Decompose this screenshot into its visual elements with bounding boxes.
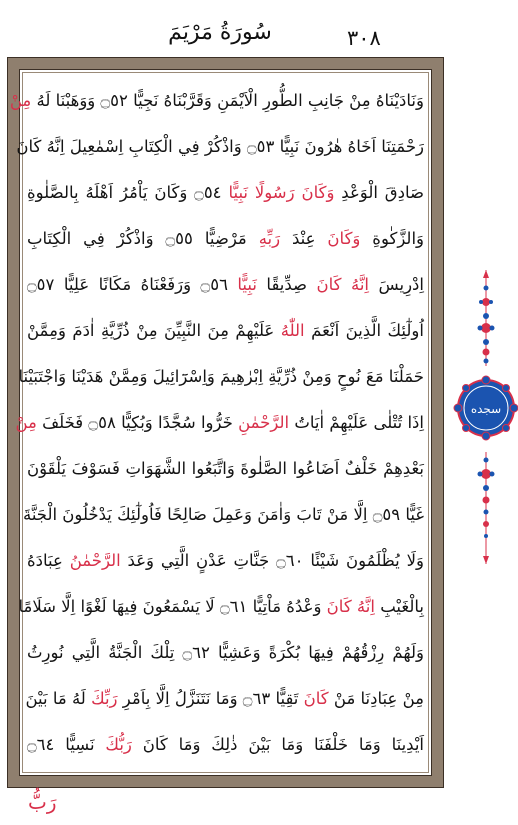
highlighted-word: مِنْ: [9, 91, 32, 110]
verse-line: [18, 584, 424, 630]
verse-text: اِذَا تُتْلٰى عَلَيْهِمْ اٰيَاتُ: [289, 413, 424, 432]
quran-text-block: [9, 78, 425, 768]
verse-text: مِنْ عِبَادِنَا مَنْ: [328, 689, 424, 708]
highlighted-word: الرَّحْمٰنُ: [69, 551, 121, 570]
verse-text: بَعْدِهِمْ خَلْفٌ اَضَاعُوا الصَّلٰوةَ وَاتَّبَعُوا الشَّهَوَاتِ فَسَوْفَ يَلْقَوْنَ: [27, 459, 424, 478]
verse-text: صَادِقَ الْوَعْدِ: [334, 183, 424, 202]
highlighted-word: كَانَ: [303, 689, 329, 708]
sajda-medallion: [456, 268, 516, 568]
surah-title: سُورَةُ مَرْيَمَ: [168, 20, 272, 45]
highlighted-word: اللّٰهُ: [280, 321, 305, 340]
verse-line: [15, 400, 424, 446]
verse-line: [27, 446, 424, 492]
verse-text: وَلَهُمْ رِزْقُهُمْ فِيهَا بُكْرَةً وَعَشِيًّا ۝٦٢ تِلْكَ الْجَنَّةُ الَّتِي نُورِثُ: [27, 643, 424, 662]
sajda-label: سجده: [470, 402, 502, 416]
highlighted-word: وَكَانَ رَسُولًا نَبِيًّا: [228, 183, 335, 202]
verse-text: عِنْدَ: [280, 229, 328, 248]
highlighted-word: اِنَّهُ كَانَ: [316, 275, 370, 294]
page-number: ٣٠٨: [347, 26, 381, 50]
verse-text: مَرْضِيًّا ۝٥٥ وَاذْكُرْ فِي الْكِتَابِ: [27, 229, 259, 248]
verse-line: [27, 538, 424, 584]
verse-text: بِالْغَيْبِ: [374, 597, 424, 616]
highlighted-word: اِنَّهُ كَانَ: [326, 597, 375, 616]
catchword: رَبُّ: [28, 790, 57, 814]
verse-text: خَرُّوا سُجَّدًا وَبُكِيًّا ۝٥٨ فَخَلَفَ: [36, 413, 239, 432]
verse-line: [27, 170, 424, 216]
verse-text: صِدِّيقًا: [256, 275, 317, 294]
verse-line: [9, 78, 424, 124]
verse-text: رَحْمَتِنَا اَخَاهُ هٰرُونَ نَبِيًّا ۝٥٣ وَاذْكُرْ فِي الْكِتَابِ اِسْمٰعِيلَ اِنَّهُ كَانَ: [16, 137, 424, 156]
verse-line: [27, 676, 424, 722]
verse-line: [16, 124, 424, 170]
verse-text: حَمَلْنَا مَعَ نُوحٍ وَمِنْ ذُرِّيَّةِ اِبْرٰهِيمَ وَاِسْرَٓائِيلَ وَمِمَّنْ هَدَيْنَا وَاجْتَبَيْنَا: [18, 367, 424, 386]
verse-text: ۝٥٤ وَكَانَ يَاْمُرُ اَهْلَهُ بِالصَّلٰوةِ: [27, 183, 229, 202]
verse-line: [27, 308, 424, 354]
verse-text: تَقِيًّا ۝٦٣ وَمَا نَتَنَزَّلُ اِلَّا بِاَمْرِ: [117, 689, 304, 708]
verse-text: وَلَا يُظْلَمُونَ شَيْئًا ۝٦٠ جَنَّاتِ عَدْنٍ الَّتِي وَعَدَ: [120, 551, 424, 570]
page-header: [0, 0, 518, 60]
highlighted-word: مِنْ: [15, 413, 37, 432]
verse-text: وَنَادَيْنَاهُ مِنْ جَانِبِ الطُّورِ الْاَيْمَنِ وَقَرَّبْنَاهُ نَجِيًّا ۝٥٢ وَوَهَبْنَا لَهُ: [31, 91, 424, 110]
verse-line: [27, 216, 424, 262]
highlighted-word: رَبِّهِ: [258, 229, 281, 248]
verse-text: وَالزَّكٰوةِ: [360, 229, 425, 248]
verse-text: اُولٰٓئِكَ الَّذِينَ اَنْعَمَ: [304, 321, 424, 340]
verse-line: [27, 630, 424, 676]
verse-text: لَهُ مَا بَيْنَ: [25, 689, 92, 708]
verse-text: عِبَادَهُ: [27, 551, 70, 570]
verse-line: [27, 262, 424, 308]
highlighted-word: رَبِّكَ: [91, 689, 118, 708]
verse-text: اَيْدِينَا وَمَا خَلْفَنَا وَمَا بَيْنَ ذٰلِكَ وَمَا كَانَ: [131, 735, 425, 754]
verse-text: غَيًّا ۝٥٩ اِلَّا مَنْ تَابَ وَاٰمَنَ وَعَمِلَ صَالِحًا فَاُولٰٓئِكَ يَدْخُلُونَ الْجَنَّةَ: [22, 505, 424, 524]
highlighted-word: رَبُّكَ: [105, 735, 132, 754]
verse-text: نَسِيًّا ۝٦٤: [27, 735, 106, 754]
highlighted-word: الرَّحْمٰنِ: [238, 413, 290, 432]
verse-line: [22, 492, 424, 538]
verse-text: وَعْدُهُ مَاْتِيًّا ۝٦١ لَا يَسْمَعُونَ فِيهَا لَغْوًا اِلَّا سَلَامًا: [18, 597, 327, 616]
highlighted-word: نَبِيًّا: [237, 275, 257, 294]
verse-text: اِدْرِيسَ: [369, 275, 424, 294]
verse-text: عَلَيْهِمْ مِنَ النَّبِيِّنَ مِنْ ذُرِّيَّةِ اٰدَمَ وَمِمَّنْ: [27, 321, 281, 340]
verse-line: [18, 354, 424, 400]
verse-text: ۝٥٦ وَرَفَعْنَاهُ مَكَانًا عَلِيًّا ۝٥٧: [27, 275, 238, 294]
highlighted-word: وَكَانَ: [327, 229, 361, 248]
verse-line: [27, 722, 424, 768]
